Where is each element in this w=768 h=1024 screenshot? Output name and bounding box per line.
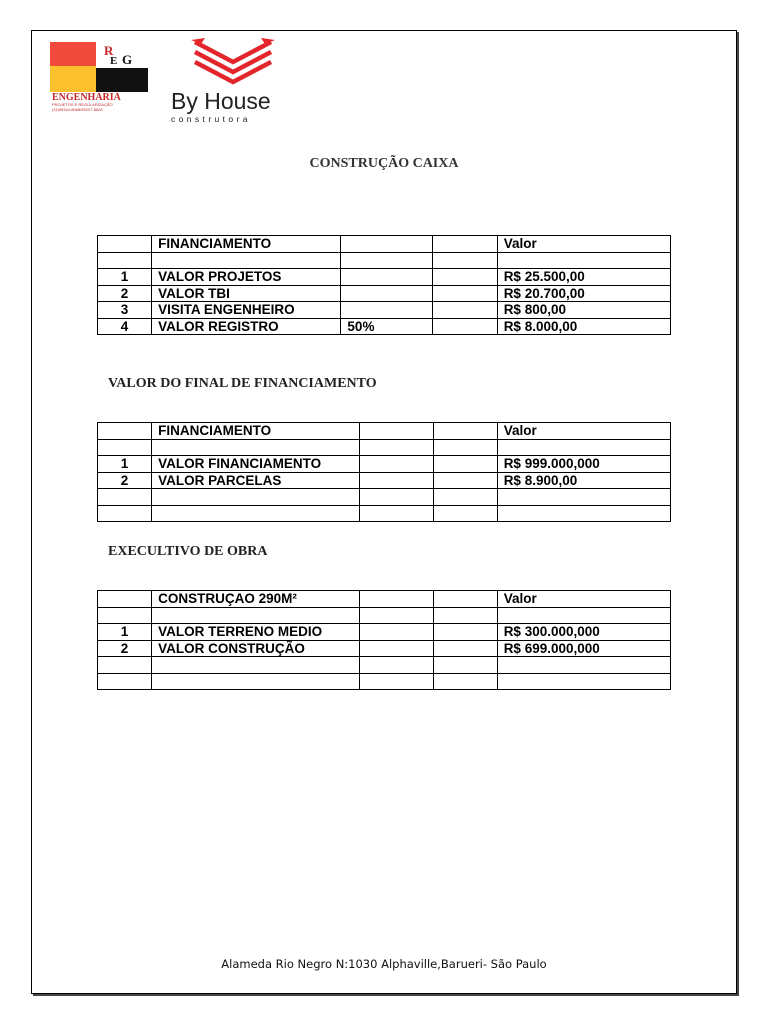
table-cell: 1: [98, 456, 152, 473]
table-cell: R$ 8.000,00: [497, 318, 670, 335]
table-cell: R$ 300.000,000: [497, 624, 670, 641]
table-cell: [497, 505, 670, 522]
table-cell: VALOR FINANCIAMENTO: [152, 456, 360, 473]
table-cell: [433, 423, 497, 440]
table-cell: R$ 8.900,00: [497, 472, 670, 489]
table-cell: [152, 607, 360, 624]
table-cell: R$ 699.000,000: [497, 640, 670, 657]
table-cell: 4: [98, 318, 152, 335]
table-cell: [98, 252, 152, 269]
table-cell: 3: [98, 302, 152, 319]
table-cell: R$ 25.500,00: [497, 269, 670, 286]
table-cell: [341, 269, 432, 286]
table-cell: [433, 472, 497, 489]
footer-address: Alameda Rio Negro N:1030 Alphaville,Barueri- São Paulo: [221, 957, 547, 971]
table-cell: [497, 489, 670, 506]
svg-text:G: G: [122, 52, 133, 67]
table-cell: VALOR PARCELAS: [152, 472, 360, 489]
table-cell: [433, 456, 497, 473]
table-cell: [152, 252, 341, 269]
table-cell: [360, 489, 433, 506]
table-row: [98, 252, 671, 269]
table-cell: [341, 236, 432, 253]
table-cell: [360, 456, 433, 473]
table-cell: 1: [98, 624, 152, 641]
table-cell: [433, 640, 497, 657]
table-cell: [360, 607, 433, 624]
table-row: [98, 439, 671, 456]
table-cell: 1: [98, 269, 152, 286]
table-cell: [497, 657, 670, 674]
table-executivo-obra: [97, 590, 671, 690]
table-cell: [497, 673, 670, 690]
table-cell: VISITA ENGENHEIRO: [152, 302, 341, 319]
table-cell: [152, 439, 360, 456]
table-cell: [341, 252, 432, 269]
table-cell: [360, 673, 433, 690]
svg-text:By House: By House: [171, 88, 271, 114]
table-row: [98, 269, 671, 286]
table-cell: [98, 489, 152, 506]
table-cell: [432, 285, 497, 302]
table-cell: [432, 318, 497, 335]
table-cell: [98, 607, 152, 624]
table-row: [98, 657, 671, 674]
table-row: [98, 456, 671, 473]
table-cell: R$ 20.700,00: [497, 285, 670, 302]
table-header-row: [98, 423, 671, 440]
table-cell: [360, 423, 433, 440]
table-cell: VALOR TBI: [152, 285, 341, 302]
section-title-financiamento: VALOR DO FINAL DE FINANCIAMENTO: [108, 376, 377, 391]
table-cell: R$ 800,00: [497, 302, 670, 319]
table-cell: [433, 439, 497, 456]
svg-text:E: E: [110, 55, 118, 67]
table-final-financiamento: [97, 422, 671, 522]
reg-engenharia-logo: [50, 42, 148, 114]
table-cell: [433, 489, 497, 506]
table-cell: [341, 285, 432, 302]
table-row: [98, 505, 671, 522]
table-cell: [98, 423, 152, 440]
table-cell: [98, 439, 152, 456]
table-row: [98, 472, 671, 489]
table-cell: [152, 657, 360, 674]
page-title: CONSTRUÇÃO CAIXA: [309, 156, 459, 171]
table-row: [98, 489, 671, 506]
table-cell: [433, 607, 497, 624]
table-cell: [360, 591, 433, 608]
table-cell: [433, 505, 497, 522]
svg-text:R: R: [104, 43, 114, 58]
svg-text:PROJETOS E REGULARIZAÇÃO: PROJETOS E REGULARIZAÇÃO: [52, 102, 113, 107]
table-cell: [98, 505, 152, 522]
svg-text:ENGENHARIA: ENGENHARIA: [52, 92, 121, 103]
table-cell: R$ 999.000,000: [497, 456, 670, 473]
table-cell: 2: [98, 640, 152, 657]
table-cell: [341, 302, 432, 319]
table-row: [98, 607, 671, 624]
table-header-cell: FINANCIAMENTO: [152, 236, 341, 253]
svg-text:(11)99344-8068/95227-8626: (11)99344-8068/95227-8626: [52, 107, 103, 112]
table-cell: VALOR PROJETOS: [152, 269, 341, 286]
table-cell: 50%: [341, 318, 432, 335]
table-cell: [497, 439, 670, 456]
table-cell: [360, 624, 433, 641]
table-cell: [360, 657, 433, 674]
table-cell: [360, 472, 433, 489]
table-row: [98, 285, 671, 302]
table-row: [98, 624, 671, 641]
table-cell: VALOR TERRENO MEDIO: [152, 624, 360, 641]
table-cell: VALOR CONSTRUÇÃO: [152, 640, 360, 657]
table-cell: [152, 673, 360, 690]
table-header-row: [98, 591, 671, 608]
table-cell: [433, 591, 497, 608]
table-cell: [497, 607, 670, 624]
table-cell: [432, 302, 497, 319]
by-house-logo: [165, 36, 295, 126]
table-row: [98, 673, 671, 690]
table-cell: [360, 505, 433, 522]
table-header-cell: FINANCIAMENTO: [152, 423, 360, 440]
table-row: [98, 302, 671, 319]
table-header-cell: CONSTRUÇAO 290M²: [152, 591, 360, 608]
table-row: [98, 318, 671, 335]
table-cell: [497, 252, 670, 269]
table-header-cell: Valor: [497, 591, 670, 608]
svg-text:construtora: construtora: [171, 114, 251, 124]
table-header-cell: Valor: [497, 423, 670, 440]
table-cell: [98, 591, 152, 608]
table-cell: [152, 505, 360, 522]
table-cell: VALOR REGISTRO: [152, 318, 341, 335]
table-construcao-caixa: [97, 235, 671, 335]
table-cell: [433, 673, 497, 690]
table-cell: [360, 439, 433, 456]
table-cell: [433, 657, 497, 674]
table-cell: [432, 236, 497, 253]
table-cell: [360, 640, 433, 657]
section-title-executivo-obra: EXECULTIVO DE OBRA: [108, 544, 268, 559]
table-cell: 2: [98, 285, 152, 302]
table-cell: [152, 489, 360, 506]
table-cell: [432, 252, 497, 269]
table-cell: 2: [98, 472, 152, 489]
table-cell: [98, 236, 152, 253]
table-row: [98, 640, 671, 657]
table-cell: [98, 673, 152, 690]
table-cell: [98, 657, 152, 674]
table-cell: [432, 269, 497, 286]
table-header-row: [98, 236, 671, 253]
table-header-cell: Valor: [497, 236, 670, 253]
table-cell: [433, 624, 497, 641]
